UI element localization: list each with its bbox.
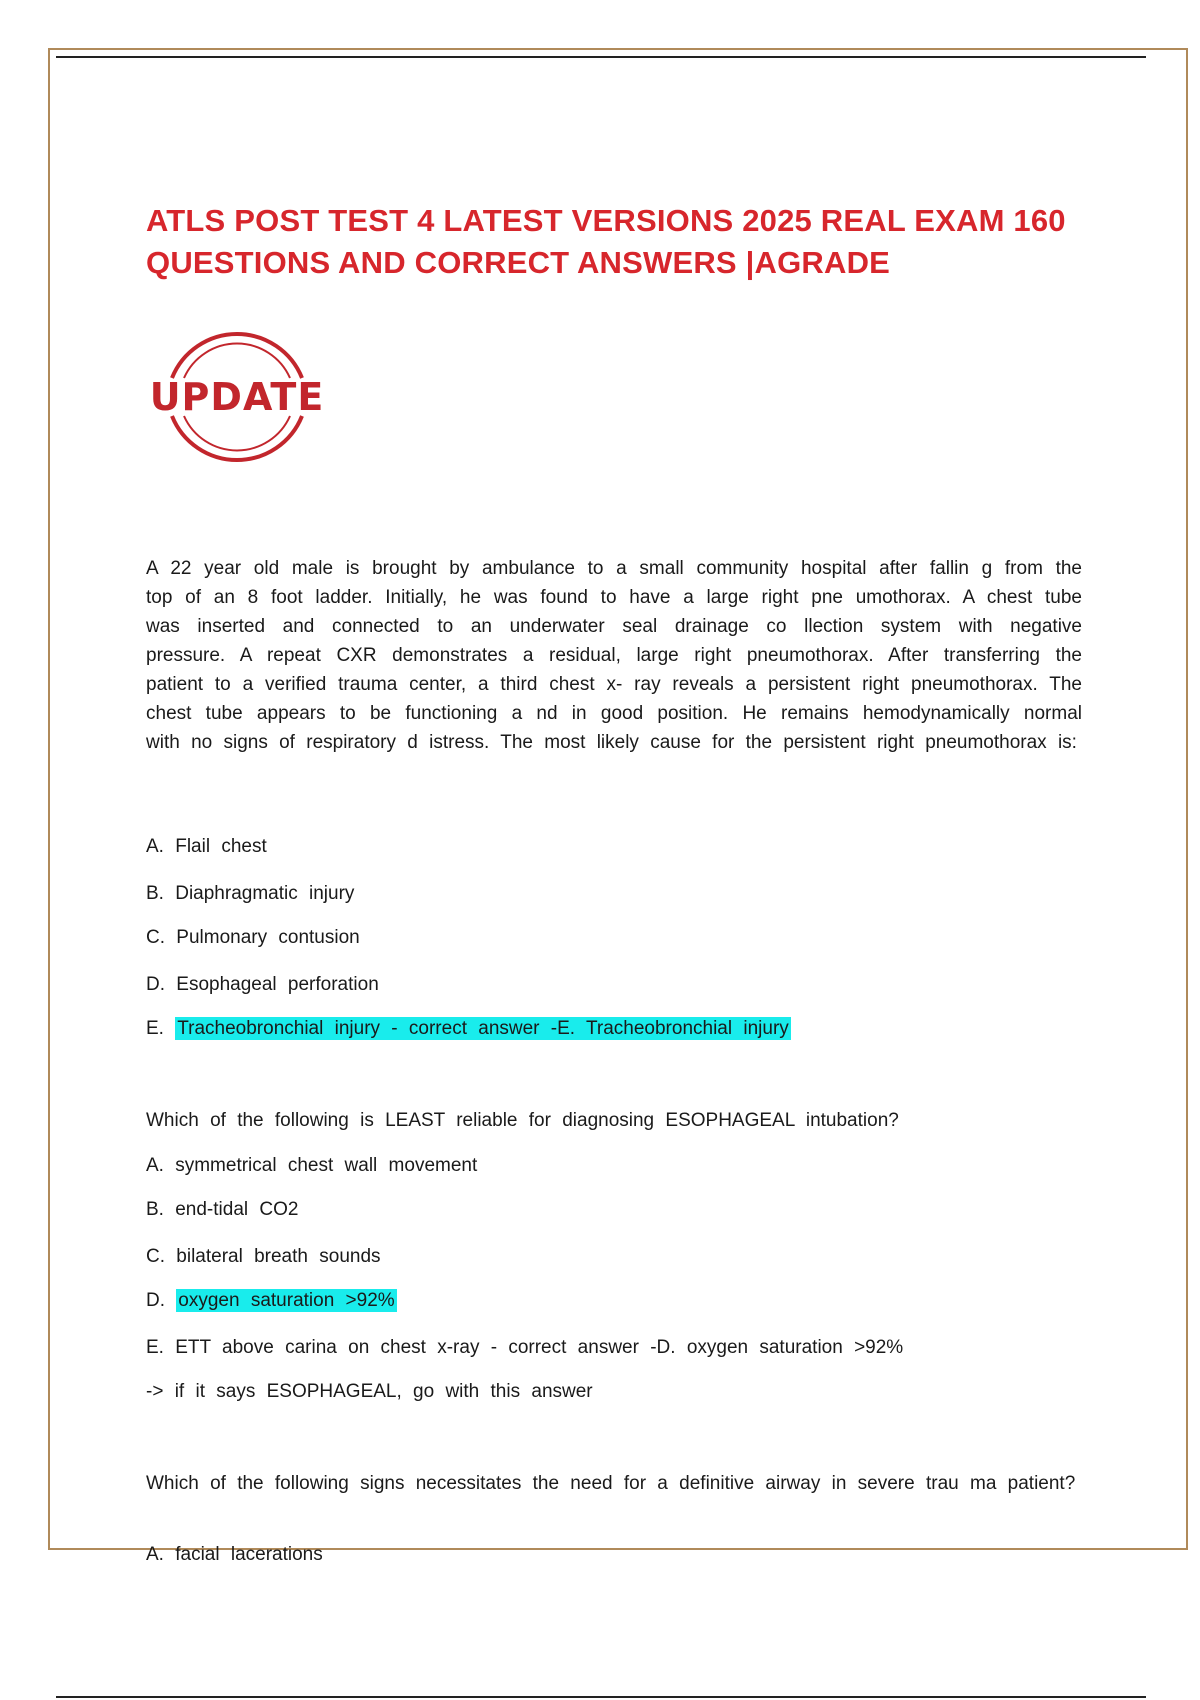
option-d-prefix: D. [146, 1290, 177, 1311]
question-1-stem: A 22 year old male is brought by ambulance to a small community hospital after fallin g from the top of an 8 foot ladder. Initially, he was found to have a large right pne umothorax. A chest tube was inserted and connected to an underwater seal drainage co llection system with negative pressure. A repeat CXR demonstrates a residual, large right pneumothorax. After transferring the patient to a verified trauma center, a third chest x- ray reveals a persistent right pneumothorax. The chest tube appears to be functioning a nd in good position. He remains hemodynamically normal with no signs of respiratory d istress. The most likely cause for the persistent right pneumothorax is: [146, 558, 1082, 753]
question-3-stem: Which of the following signs necessitates the need for a definitive airway in severe trau ma patient? [146, 1473, 1076, 1494]
bottom-rule [56, 1696, 1146, 1698]
question-2-option-a: A. symmetrical chest wall movement [146, 1155, 478, 1176]
question-1-option-d: D. Esophageal perforation [146, 974, 379, 995]
update-stamp-icon [144, 326, 330, 466]
question-1-option-b: B. Diaphragmatic injury [146, 883, 355, 904]
question-2-option-e: E. ETT above carina on chest x-ray - correct answer -D. oxygen saturation >92% [146, 1337, 904, 1358]
stamp-text: UPDATE [149, 375, 325, 419]
question-1-option-a: A. Flail chest [146, 836, 267, 857]
option-e-prefix: E. [146, 1018, 176, 1039]
question-1-option-c: C. Pulmonary contusion [146, 927, 360, 948]
title-line-2: QUESTIONS AND CORRECT ANSWERS |AGRADE [146, 245, 891, 280]
correct-answer-highlight: oxygen saturation >92% [178, 1290, 395, 1311]
question-2-option-d [146, 1288, 397, 1314]
document-title [146, 200, 1106, 284]
question-2-stem: Which of the following is LEAST reliable for diagnosing ESOPHAGEAL intubation? [146, 1110, 899, 1131]
question-2-option-c: C. bilateral breath sounds [146, 1246, 381, 1267]
top-rule [56, 56, 1146, 58]
question-3-option-a: A. facial lacerations [146, 1544, 323, 1565]
correct-answer-highlight: Tracheobronchial injury - correct answer -E. Tracheobronchial injury [177, 1018, 789, 1039]
question-1-option-e [146, 1016, 791, 1042]
title-line-1: ATLS POST TEST 4 LATEST VERSIONS 2025 REAL EXAM 160 [146, 203, 1066, 238]
question-2-note: -> if it says ESOPHAGEAL, go with this answer [146, 1381, 593, 1402]
question-2-option-b: B. end-tidal CO2 [146, 1199, 299, 1220]
